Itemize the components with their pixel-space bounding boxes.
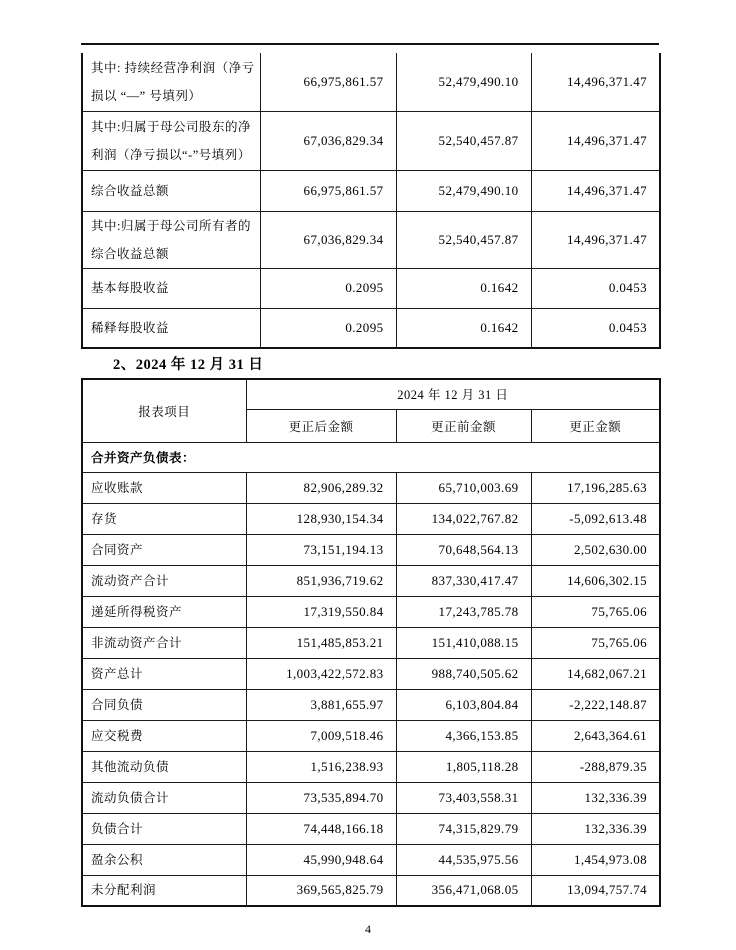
- table-row: [82, 813, 660, 844]
- income-statement-correction-table: [81, 53, 661, 349]
- corrected-amount-cell: 1,003,422,572.83: [246, 658, 396, 689]
- page-number: 4: [365, 922, 371, 936]
- correction-amount-cell: 75,765.06: [531, 627, 660, 658]
- corrected-amount-cell: 66,975,861.57: [260, 170, 396, 211]
- correction-amount-cell: 132,336.39: [531, 782, 660, 813]
- table-row: [82, 308, 660, 348]
- item-label-cell: 综合收益总额: [82, 170, 260, 211]
- table-row: [82, 472, 660, 503]
- corrected-amount-cell: 7,009,518.46: [246, 720, 396, 751]
- pre-correction-amount-cell: 74,315,829.79: [396, 813, 531, 844]
- pre-correction-amount-cell: 0.1642: [396, 308, 531, 348]
- pre-correction-amount-cell: 70,648,564.13: [396, 534, 531, 565]
- table-row: [82, 211, 660, 268]
- corrected-amount-cell: 1,516,238.93: [246, 751, 396, 782]
- item-label-cell: 递延所得税资产: [82, 596, 246, 627]
- correction-amount-cell: 14,496,371.47: [531, 53, 660, 111]
- pre-correction-amount-cell: 0.1642: [396, 268, 531, 308]
- table-row: [82, 534, 660, 565]
- correction-amount-cell: 132,336.39: [531, 813, 660, 844]
- item-label-cell: 负债合计: [82, 813, 246, 844]
- item-label-cell: 非流动资产合计: [82, 627, 246, 658]
- corrected-amount-cell: 851,936,719.62: [246, 565, 396, 596]
- pre-correction-amount-cell: 17,243,785.78: [396, 596, 531, 627]
- table-row: [82, 53, 660, 111]
- item-label-cell: 应收账款: [82, 472, 246, 503]
- table-row: [82, 596, 660, 627]
- table-row: [82, 875, 660, 906]
- item-label-cell: 其中:归属于母公司所有者的综合收益总额: [82, 211, 260, 268]
- corrected-amount-cell: 17,319,550.84: [246, 596, 396, 627]
- table-row: [82, 111, 660, 170]
- pre-correction-amount-cell: 52,479,490.10: [396, 53, 531, 111]
- correction-amount-cell: -2,222,148.87: [531, 689, 660, 720]
- table-row: [82, 170, 660, 211]
- corrected-amount-cell: 73,151,194.13: [246, 534, 396, 565]
- item-label-cell: 资产总计: [82, 658, 246, 689]
- section-heading: 2、2024 年 12 月 31 日: [113, 357, 264, 373]
- item-label-cell: 合同资产: [82, 534, 246, 565]
- balance-sheet-correction-table: [81, 378, 661, 907]
- correction-amount-cell: 75,765.06: [531, 596, 660, 627]
- correction-amount-cell: 2,502,630.00: [531, 534, 660, 565]
- table-row: [82, 658, 660, 689]
- corrected-amount-cell: 0.2095: [260, 268, 396, 308]
- corrected-amount-cell: 128,930,154.34: [246, 503, 396, 534]
- pre-correction-amount-cell: 52,479,490.10: [396, 170, 531, 211]
- corrected-amount-cell: 151,485,853.21: [246, 627, 396, 658]
- header-date: 2024 年 12 月 31 日: [246, 379, 660, 409]
- item-label-cell: 流动负债合计: [82, 782, 246, 813]
- pre-correction-amount-cell: 65,710,003.69: [396, 472, 531, 503]
- pre-correction-amount-cell: 52,540,457.87: [396, 211, 531, 268]
- table-section-label: 合并资产负债表：: [82, 442, 660, 472]
- correction-amount-cell: 14,496,371.47: [531, 170, 660, 211]
- pre-correction-amount-cell: 44,535,975.56: [396, 844, 531, 875]
- item-label-cell: 其中: 持续经营净利润（净亏损以 “—” 号填列）: [82, 53, 260, 111]
- header-pre-correction-amount: 更正前金额: [396, 409, 531, 442]
- item-label-cell: 合同负债: [82, 689, 246, 720]
- item-label-cell: 存货: [82, 503, 246, 534]
- table-section-row: [82, 442, 660, 472]
- corrected-amount-cell: 45,990,948.64: [246, 844, 396, 875]
- pre-correction-amount-cell: 837,330,417.47: [396, 565, 531, 596]
- pre-correction-amount-cell: 988,740,505.62: [396, 658, 531, 689]
- item-label-cell: 应交税费: [82, 720, 246, 751]
- table-row: [82, 720, 660, 751]
- pre-correction-amount-cell: 73,403,558.31: [396, 782, 531, 813]
- corrected-amount-cell: 73,535,894.70: [246, 782, 396, 813]
- header-corrected-amount: 更正后金额: [246, 409, 396, 442]
- table-row: [82, 627, 660, 658]
- item-label-cell: 未分配利润: [82, 875, 246, 906]
- correction-amount-cell: 17,196,285.63: [531, 472, 660, 503]
- corrected-amount-cell: 0.2095: [260, 308, 396, 348]
- table-header-row: [82, 379, 660, 409]
- table-row: [82, 268, 660, 308]
- pre-correction-amount-cell: 134,022,767.82: [396, 503, 531, 534]
- table-row: [82, 565, 660, 596]
- item-label-cell: 流动资产合计: [82, 565, 246, 596]
- header-item-column: 报表项目: [82, 379, 246, 442]
- corrected-amount-cell: 369,565,825.79: [246, 875, 396, 906]
- correction-amount-cell: -5,092,613.48: [531, 503, 660, 534]
- corrected-amount-cell: 74,448,166.18: [246, 813, 396, 844]
- correction-amount-cell: 0.0453: [531, 268, 660, 308]
- table-row: [82, 689, 660, 720]
- item-label-cell: 稀释每股收益: [82, 308, 260, 348]
- item-label-cell: 基本每股收益: [82, 268, 260, 308]
- table-continuation-border: [81, 43, 659, 45]
- pre-correction-amount-cell: 1,805,118.28: [396, 751, 531, 782]
- pre-correction-amount-cell: 6,103,804.84: [396, 689, 531, 720]
- item-label-cell: 盈余公积: [82, 844, 246, 875]
- correction-amount-cell: 13,094,757.74: [531, 875, 660, 906]
- correction-amount-cell: 14,606,302.15: [531, 565, 660, 596]
- corrected-amount-cell: 66,975,861.57: [260, 53, 396, 111]
- correction-amount-cell: -288,879.35: [531, 751, 660, 782]
- correction-amount-cell: 14,496,371.47: [531, 111, 660, 170]
- header-correction-amount: 更正金额: [531, 409, 660, 442]
- correction-amount-cell: 2,643,364.61: [531, 720, 660, 751]
- corrected-amount-cell: 82,906,289.32: [246, 472, 396, 503]
- item-label-cell: 其中:归属于母公司股东的净利润（净亏损以“-”号填列）: [82, 111, 260, 170]
- table-row: [82, 503, 660, 534]
- correction-amount-cell: 14,682,067.21: [531, 658, 660, 689]
- pre-correction-amount-cell: 356,471,068.05: [396, 875, 531, 906]
- corrected-amount-cell: 3,881,655.97: [246, 689, 396, 720]
- table-row: [82, 751, 660, 782]
- pre-correction-amount-cell: 52,540,457.87: [396, 111, 531, 170]
- corrected-amount-cell: 67,036,829.34: [260, 111, 396, 170]
- pre-correction-amount-cell: 151,410,088.15: [396, 627, 531, 658]
- correction-amount-cell: 14,496,371.47: [531, 211, 660, 268]
- pre-correction-amount-cell: 4,366,153.85: [396, 720, 531, 751]
- table-row: [82, 844, 660, 875]
- table-row: [82, 782, 660, 813]
- corrected-amount-cell: 67,036,829.34: [260, 211, 396, 268]
- correction-amount-cell: 1,454,973.08: [531, 844, 660, 875]
- item-label-cell: 其他流动负债: [82, 751, 246, 782]
- correction-amount-cell: 0.0453: [531, 308, 660, 348]
